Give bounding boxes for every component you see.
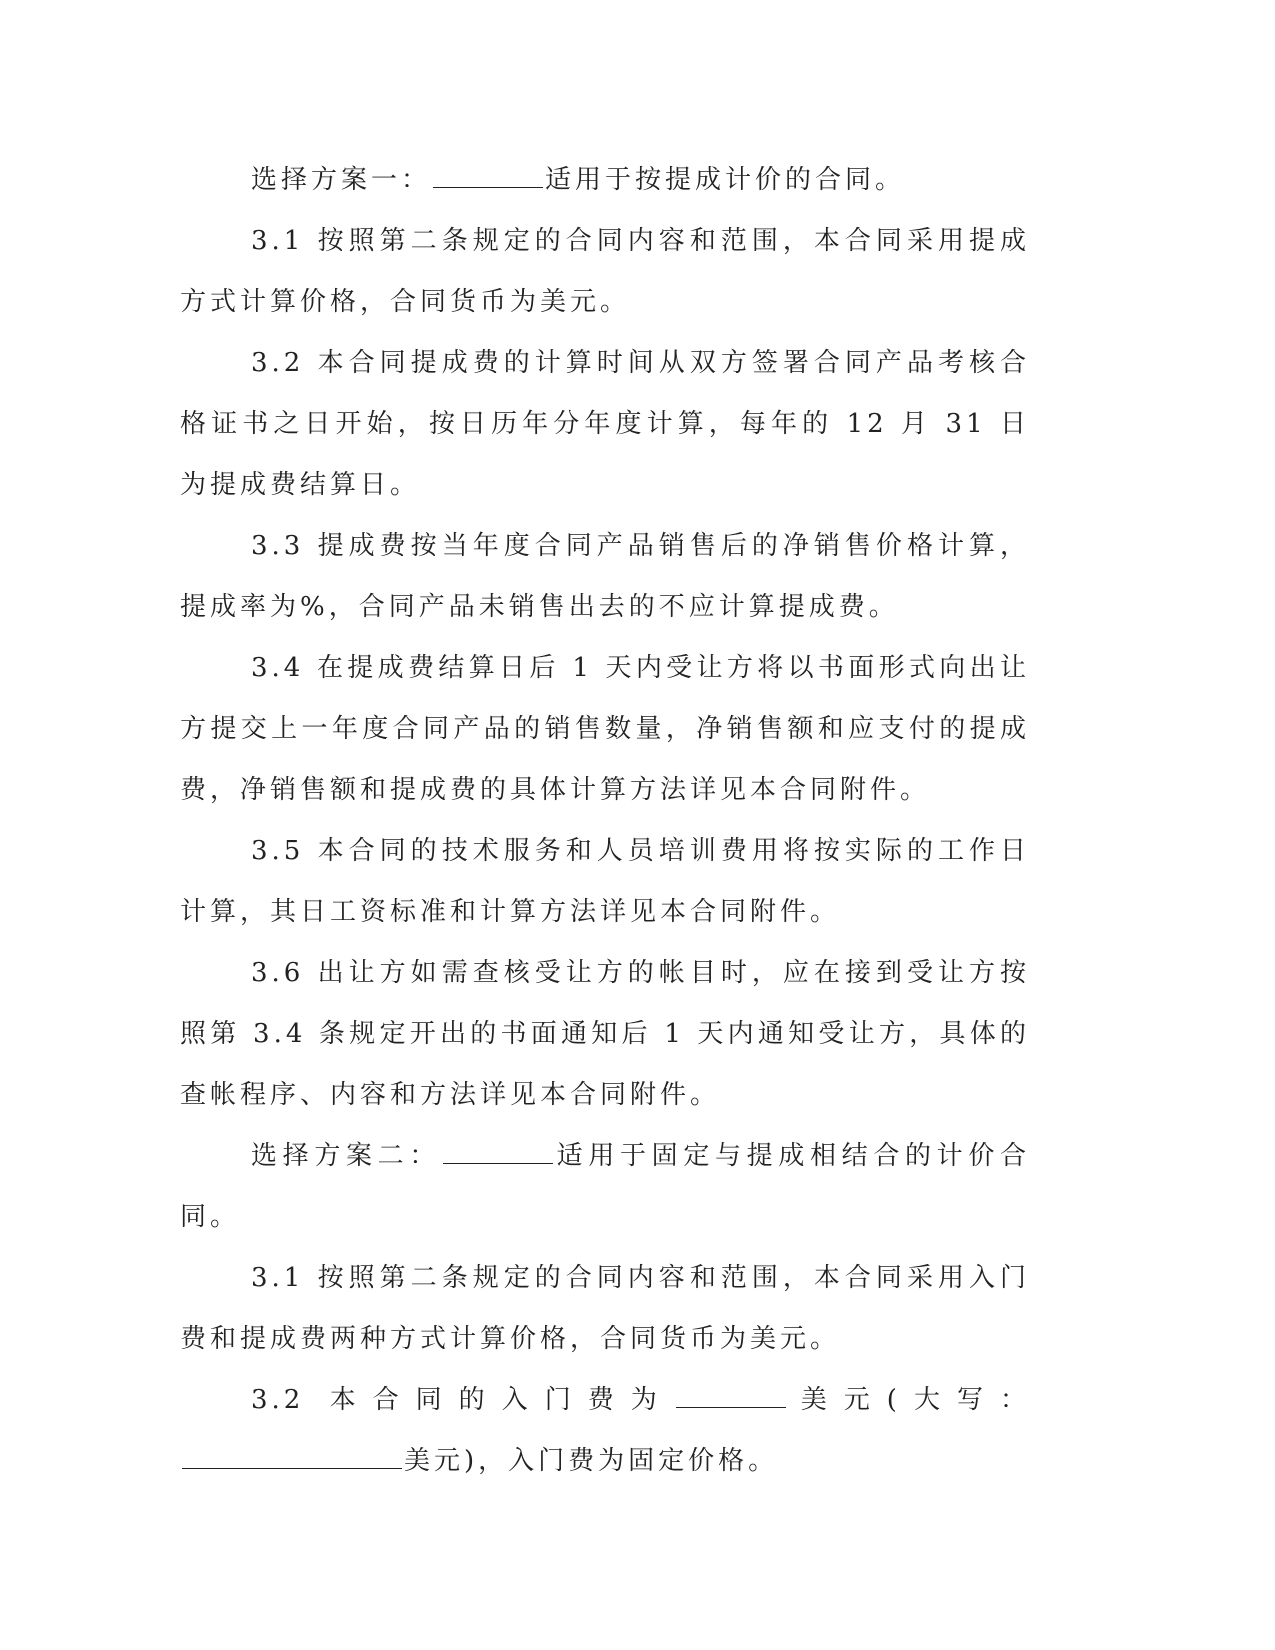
document-page (180, 150, 1030, 1492)
clause-3-1: 3.1 按照第二条规定的合同内容和范围，本合同采用提成方式计算价格，合同货币为美元。 (180, 226, 1030, 317)
clause-3-5: 3.5 本合同的技术服务和人员培训费用将按实际的工作日计算，其日工资标准和计算方法详见本合同附件。 (180, 836, 1030, 927)
option-one-blank (433, 159, 543, 188)
option-two-blank (443, 1135, 553, 1164)
clause-3-4: 3.4 在提成费结算日后 1 天内受让方将以书面形式向出让方提交上一年度合同产品的销售数量，净销售额和应支付的提成费，净销售额和提成费的具体计算方法详见本合同附件。 (180, 653, 1030, 805)
option-two-clause-3-2 (180, 1370, 1030, 1492)
entry-fee-currency-text: 美元(大写： (787, 1385, 1030, 1415)
entry-fee-end-text: 美元)，入门费为固定价格。 (404, 1446, 779, 1476)
option-two-clause-3-1: 3.1 按照第二条规定的合同内容和范围，本合同采用入门费和提成费两种方式计算价格，合同货币为美元。 (180, 1263, 1030, 1354)
clause-3-6: 3.6 出让方如需查核受让方的帐目时，应在接到受让方按照第 3.4 条规定开出的书面通知后 1 天内通知受让方，具体的查帐程序、内容和方法详见本合同附件。 (180, 958, 1030, 1110)
clause-3-2: 3.2 本合同提成费的计算时间从双方签署合同产品考核合格证书之日开始，按日历年分年度计算，每年的 12 月 31 日为提成费结算日。 (180, 348, 1030, 500)
option-one-heading (180, 150, 1030, 211)
option-two-suffix: 适用于固定与提成相结合的计价合同。 (180, 1141, 1030, 1232)
option-one-suffix: 适用于按提成计价的合同。 (545, 165, 906, 195)
clause-3-3: 3.3 提成费按当年度合同产品销售后的净销售价格计算，提成率为%，合同产品未销售出去的不应计算提成费。 (180, 531, 1030, 622)
option-one-prefix: 选择方案一： (251, 165, 432, 195)
option-two-heading (180, 1126, 1030, 1248)
entry-fee-capital-blank (182, 1440, 402, 1469)
entry-fee-text: 3.2 本合同的入门费为 (251, 1385, 674, 1415)
entry-fee-amount-blank (676, 1379, 786, 1408)
option-two-prefix: 选择方案二： (251, 1141, 441, 1171)
